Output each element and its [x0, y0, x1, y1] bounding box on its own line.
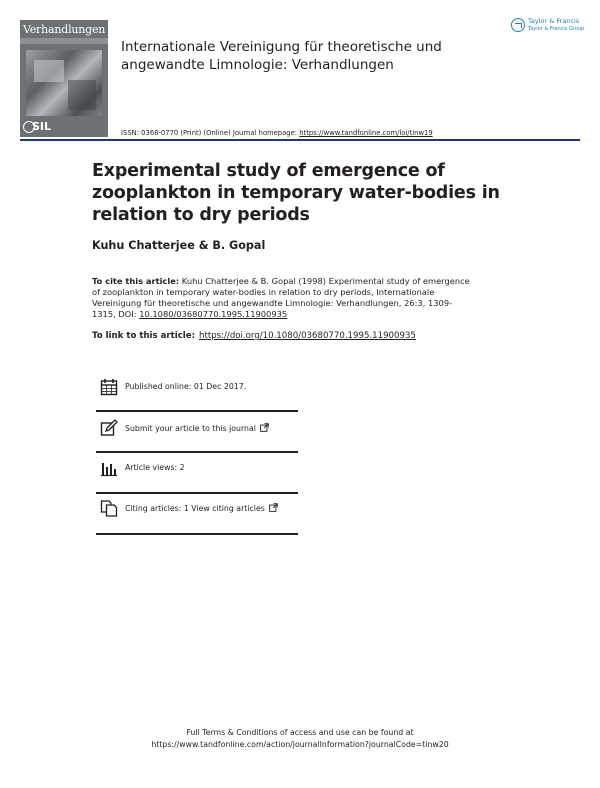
info-divider [96, 533, 298, 535]
article-views-row [98, 459, 298, 479]
journal-cover-image [20, 20, 108, 137]
submit-article-link[interactable] [125, 423, 269, 433]
article-doi-link[interactable]: https://doi.org/10.1080/03680770.1995.11900935 [199, 331, 416, 341]
publisher-logo-line2: Taylor & Francis Group [528, 26, 585, 32]
calendar-icon [100, 378, 118, 396]
submit-article-text: Submit your article to this journal [125, 424, 256, 433]
published-online-row [98, 378, 298, 398]
publisher-logo[interactable] [511, 17, 583, 35]
published-online-text: Published online: 01 Dec 2017. [125, 382, 247, 391]
info-divider [96, 410, 298, 412]
cover-photo-detail-2 [68, 80, 96, 110]
header-divider [20, 139, 580, 141]
cover-photo-detail [34, 60, 64, 82]
cover-logo: SIL [32, 120, 52, 133]
article-authors: Kuhu Chatterjee & B. Gopal [92, 239, 266, 252]
cover-band [20, 38, 108, 44]
publisher-logo-line1: Taylor & Francis [528, 17, 580, 25]
citing-articles-row[interactable] [98, 499, 298, 519]
cite-doi-link[interactable]: 10.1080/03680770.1995.11900935 [139, 309, 288, 319]
submit-article-row[interactable] [98, 419, 298, 439]
footer [0, 727, 600, 751]
cover-title: Verhandlungen [23, 23, 106, 36]
publisher-logo-icon [511, 18, 525, 32]
article-link-line [92, 331, 416, 341]
issn-line [121, 129, 433, 137]
citation-block [92, 276, 472, 320]
copy-icon [100, 499, 118, 517]
citing-articles-link[interactable] [125, 503, 278, 513]
article-title: Experimental study of emergence of zooplankton in temporary water-bodies in relation to dry periods [92, 161, 500, 225]
link-label: To link to this article: [92, 331, 196, 341]
bar-chart-icon [100, 459, 118, 477]
footer-terms-text: Full Terms & Conditions of access and use can be found at [186, 728, 414, 737]
issn-text: ISSN: 0368-0770 (Print) (Online) Journal homepage: [121, 129, 300, 137]
journal-homepage-link[interactable]: https://www.tandfonline.com/loi/tinw19 [299, 129, 433, 137]
cite-text: Kuhu Chatterjee & B. Gopal (1998) Experimental study of emergence of zooplankton in temporary water-bodies in relation to dry periods, Internationale Vereinigung für theoretische und angewandte Limnologie: Verhandlungen, 26:3, 1309-1315, DOI: [92, 276, 470, 319]
cite-label: To cite this article: [92, 276, 180, 286]
edit-icon [100, 419, 118, 437]
footer-terms-link[interactable]: https://www.tandfonline.com/action/journalInformation?journalCode=tinw20 [151, 740, 449, 749]
info-divider [96, 451, 298, 453]
journal-title: Internationale Vereinigung für theoretische und angewandte Limnologie: Verhandlungen [121, 39, 442, 73]
article-views-text: Article views: 2 [125, 463, 185, 472]
external-link-icon [260, 423, 269, 432]
external-link-icon [269, 503, 278, 512]
publisher-logo-text [528, 17, 584, 33]
citing-articles-text: Citing articles: 1 View citing articles [125, 504, 265, 513]
info-divider [96, 492, 298, 494]
